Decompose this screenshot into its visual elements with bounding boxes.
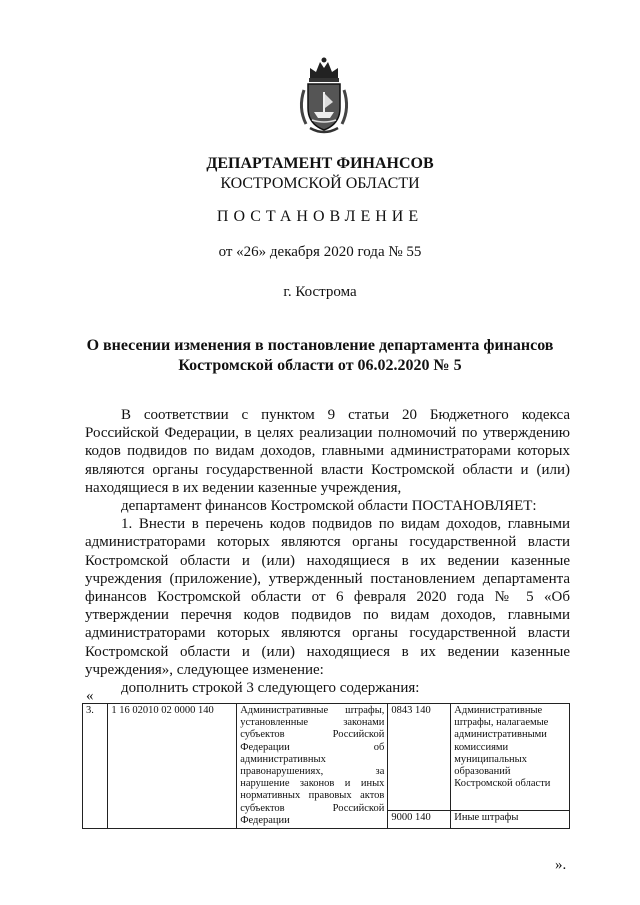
document-dateline: от «26» декабря 2020 года № 55: [218, 244, 422, 260]
document-city: г. Кострома: [283, 284, 357, 300]
quote-close: ».: [555, 857, 567, 873]
row-number-cell: 3.: [83, 704, 108, 829]
subtype-code-cell: 9000 140: [388, 810, 451, 828]
subtype-name-cell: Административные штрафы, налагаемые административными комиссиями муниципальных образований Костромской области: [451, 704, 570, 811]
coat-of-arms-icon: [296, 56, 352, 136]
codes-table: [82, 703, 570, 829]
document-kind: ПОСТАНОВЛЕНИЕ: [216, 208, 424, 225]
table-row: [83, 704, 570, 811]
department-name: ДЕПАРТАМЕНТ ФИНАНСОВ: [206, 155, 434, 172]
body-paragraph: департамент финансов Костромской области ПОСТАНОВЛЯЕТ:: [121, 498, 537, 515]
document-body: [85, 406, 570, 697]
income-code-cell: 1 16 02010 02 0000 140: [108, 704, 237, 829]
document-title-line-2: Костромской области от 06.02.2020 № 5: [178, 357, 462, 374]
subtype-name-cell: Иные штрафы: [451, 810, 570, 828]
subtype-code-cell: 0843 140: [388, 704, 451, 811]
document-title-line-1: О внесении изменения в постановление департамента финансов: [86, 337, 554, 354]
quote-open: «: [86, 688, 94, 704]
region-name: КОСТРОМСКОЙ ОБЛАСТИ: [220, 175, 420, 192]
body-paragraph: дополнить строкой 3 следующего содержания:: [121, 680, 420, 697]
body-paragraph: В соответствии с пунктом 9 статьи 20 Бюджетного кодекса Российской Федерации, в целях реализации полномочий по утверждению кодов подвидов по видам доходов, главными администраторами которых являются органы государственной власти Костромской области и (или) находящиеся в их ведении казенные учреждения,: [85, 407, 570, 496]
body-paragraph: 1. Внести в перечень кодов подвидов по видам доходов, главными администраторами которых являются органы государственной власти Костромской области и (или) находящиеся в их ведении казенные учреждения (приложение), утвержденный постановлением департамента финансов Костромской области от 6 февраля 2020 года № 5 «Об утверждении перечня кодов подвидов по видам доходов, главными администраторами которых являются органы государственной власти Костромской области и (или) находящиеся в их ведении казенные учреждения», следующее изменение:: [85, 516, 570, 678]
income-description-cell: Административные штрафы, установленные законами субъектов Российской Федерации об административных правонарушениях, за нарушение законов и иных нормативных правовых актов субъектов Российской Федерации: [237, 704, 388, 829]
